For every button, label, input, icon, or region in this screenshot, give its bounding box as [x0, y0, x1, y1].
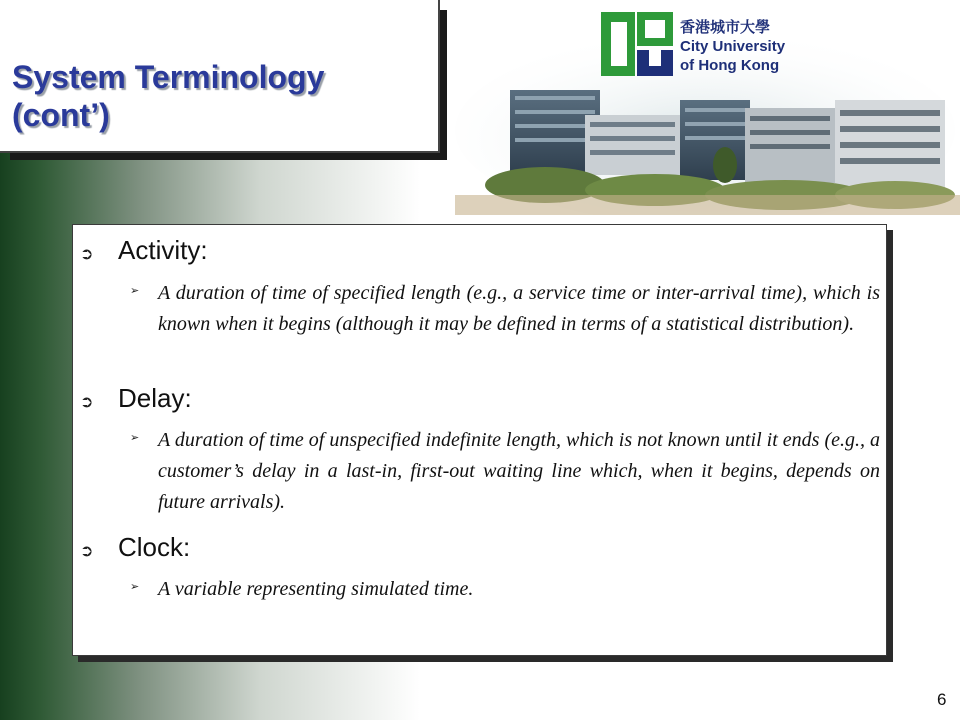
bullet-label: Delay: [118, 383, 192, 413]
bullet-label: Activity: [118, 235, 208, 265]
university-name-line2: of Hong Kong [680, 57, 780, 74]
bullet-clock [80, 532, 190, 563]
bullet-detail-text: A duration of time of specified length (e.g., a service time or inter-arrival time), which is known when it begins (although it may be defined in terms of a statistical distribution). [158, 282, 880, 335]
slide-title [12, 58, 324, 134]
bullet-detail-text: A duration of time of unspecified indefinite length, which is not known until it ends (e.g., a customer’s delay in a last-in, first-out waiting line which, when it begins, depends on future arrivals). [158, 429, 880, 513]
curved-arrow-icon: ➲ [80, 392, 94, 411]
curved-arrow-icon: ➲ [80, 541, 94, 560]
bullet-activity [80, 235, 208, 266]
bullet-activity-detail [130, 278, 880, 340]
slide-title-line1: System Terminology [12, 59, 325, 95]
bullet-delay [80, 383, 192, 414]
university-name-chinese: 香港城市大學 [680, 19, 771, 36]
curved-arrow-icon: ➲ [80, 244, 94, 263]
bullet-clock-detail [130, 574, 880, 605]
slide-title-line2: (cont’) [12, 97, 110, 133]
chevron-arrow-icon: ➢ [130, 431, 140, 444]
title-box [0, 0, 440, 153]
bullet-detail-text: A variable representing simulated time. [158, 578, 474, 600]
university-name-line1: City University [680, 38, 786, 55]
page-number: 6 [937, 690, 947, 709]
university-name [680, 18, 785, 75]
chevron-arrow-icon: ➢ [130, 580, 140, 593]
bullet-delay-detail [130, 425, 880, 518]
bullet-label: Clock: [118, 532, 191, 562]
chevron-arrow-icon: ➢ [130, 284, 140, 297]
